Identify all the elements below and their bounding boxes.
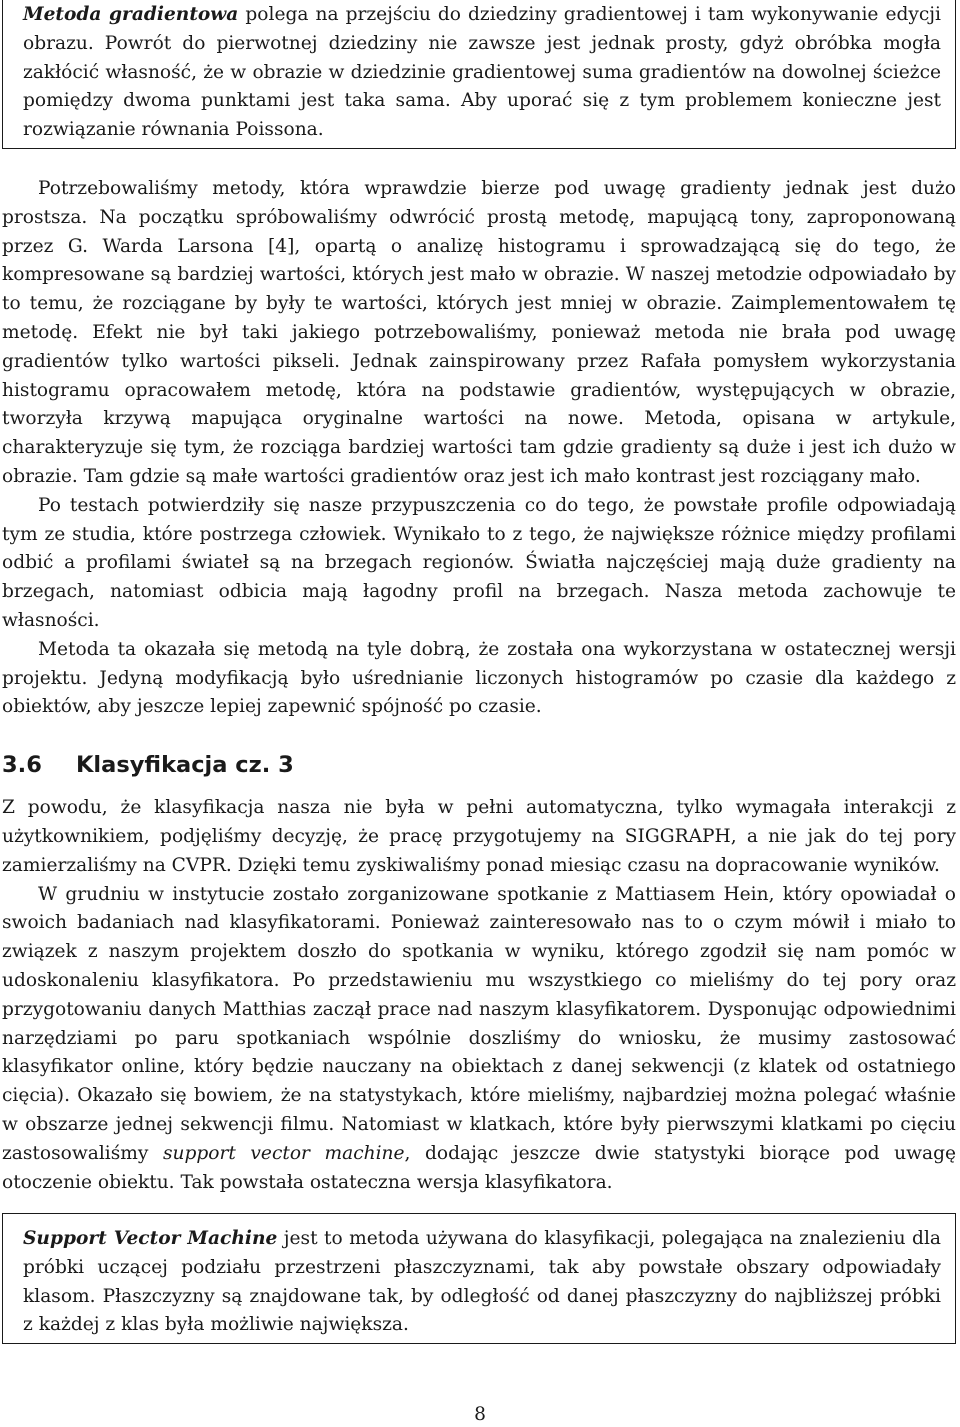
body-paragraph: Metoda ta okazała się metodą na tyle dobrą, że została ona wykorzystana w ostatecznej wersji projektu. Jedyną modyfikacją było uśrednianie liczonych histogramów po czasie dla każdego z obiektów, aby jeszcze lepiej zapewnić spójność po czasie. [2, 638, 956, 718]
definition-term: Support Vector Machine [23, 1228, 278, 1249]
body-paragraph: Z powodu, że klasyfikacja nasza nie była w pełni automatyczna, tylko wymagała interakcji z użytkownikiem, podjęliśmy decyzję, że pracę przygotujemy na SIGGRAPH, a nie jak do tej pory zamierzaliśmy na CVPR. Dzięki temu zyskiwaliśmy ponad miesiąc czasu na dopracowanie wyników. [2, 797, 956, 876]
paragraph-group-b [2, 794, 956, 1197]
definition-box-svm [2, 1213, 956, 1344]
definition-body: polega na przejściu do dziedziny gradientowej i tam wykonywanie edycji obrazu. Powrót do pierwotnej dziedziny nie zawsze jest jednak prosty, gdyż obróbka mogła zakłócić własność, że w obrazie w dziedzinie gradientowej suma gradientów na dowolnej ścieżce pomiędzy dwoma punktami jest taka sama. Aby uporać się z tym problemem konieczne jest rozwiązanie równania Poissona. [23, 4, 941, 141]
section-number: 3.6 [2, 752, 42, 779]
paragraph-text: , dodając jeszcze dwie statystyki biorące pod uwagę otoczenie obiektu. Tak powstała ostateczna wersja klasyfikatora. [2, 1142, 956, 1193]
page-number: 8 [474, 1404, 486, 1425]
paragraph-text: W grudniu w instytucie zostało zorganizowane spotkanie z Mattiasem Hein, który opowiadał o swoich badaniach nad klasyfikatorami. Ponieważ zainteresowało nas to o czym mówił i miało to związek z naszym projektem doszło do spotkania w wyniku, którego zgodził się nam pomóc w udoskonaleniu klasyfikatora. Po przedstawieniu mu wszystkiego co mieliśmy do tej pory oraz przygotowaniu danych Matthias zaczął prace nad naszym klasyfikatorem. Dysponując odpowiednimi narzędziami po paru spotkaniach wspólnie doszliśmy do wniosku, że musimy zastosować klasyfikator online, który będzie nauczany na obiektach z danej sekwencji (z klatek od ostatniego cięcia). Okazało się bowiem, że na statystykach, które mieliśmy, najbardziej można polegać właśnie w obszarze jednej sekwencji filmu. Natomiast w klatkach, które były pierwszymi klatkami po cięciu zastosowaliśmy [2, 883, 956, 1164]
paragraph-group-a [2, 175, 956, 722]
definition-body: jest to metoda używana do klasyfikacji, polegająca na znalezieniu dla próbki uczącej podziału przestrzeni płaszczyznami, tak aby powstałe obszary odpowiadały klasom. Płaszczyzny są znajdowane tak, by odległość od danej płaszczyzny do najbliższej próbki z każdej z klas była możliwie największa. [23, 1228, 941, 1336]
body-paragraph: Po testach potwierdziły się nasze przypuszczenia co do tego, że powstałe profile odpowiadają tym ze studia, które postrzega człowiek. Wynikało to z tego, że największe różnice między profilami odbić a profilami świateł są na brzegach regionów. Światła najczęściej mają duże gradienty na brzegach, natomiast odbicia mają łagodny profil na brzegach. Nasza metoda zachowuje te własności. [2, 494, 956, 631]
spacer [2, 149, 956, 175]
definition-text [23, 1225, 941, 1340]
definition-text [23, 1, 941, 145]
body-paragraph [2, 881, 956, 1198]
definition-box-gradient-method [2, 0, 956, 149]
definition-term: Metoda gradientowa [23, 4, 239, 25]
section-title: Klasyfikacja cz. 3 [76, 752, 294, 779]
emphasis-text: support vector machine [162, 1142, 405, 1164]
page-content [2, 0, 956, 1336]
section-heading [2, 750, 956, 780]
body-paragraph: Potrzebowaliśmy metody, która wprawdzie bierze pod uwagę gradienty jednak jest dużo prostsza. Na początku spróbowaliśmy odwrócić prostą metodę, mapującą tony, zaproponowaną przez G. Warda Larsona [4], opartą o analizę histogramu i sprowadzającą się do tego, że kompresowane są bardziej wartości, których jest mało w obrazie. W naszej metodzie odpowiadało by to temu, że rozciągane by były te wartości, których jest mniej w obrazie. Zaimplementowałem tę metodę. Efekt nie był taki jakiego potrzebowaliśmy, ponieważ metoda nie brała pod uwagę gradientów tylko wartości pikseli. Jednak zainspirowany przez Rafała pomysłem wykorzystania histogramu opracowałem metodę, która na podstawie gradientów, występujących w obrazie, tworzyła krzywą mapująca oryginalne wartości na nowe. Metoda, opisana w artykule, charakteryzuje się tym, że rozciąga bardziej wartości tam gdzie gradienty są duże i jest ich dużo w obrazie. Tam gdzie są małe wartości gradientów oraz jest ich mało kontrast jest rozciągany mało. [2, 178, 956, 487]
